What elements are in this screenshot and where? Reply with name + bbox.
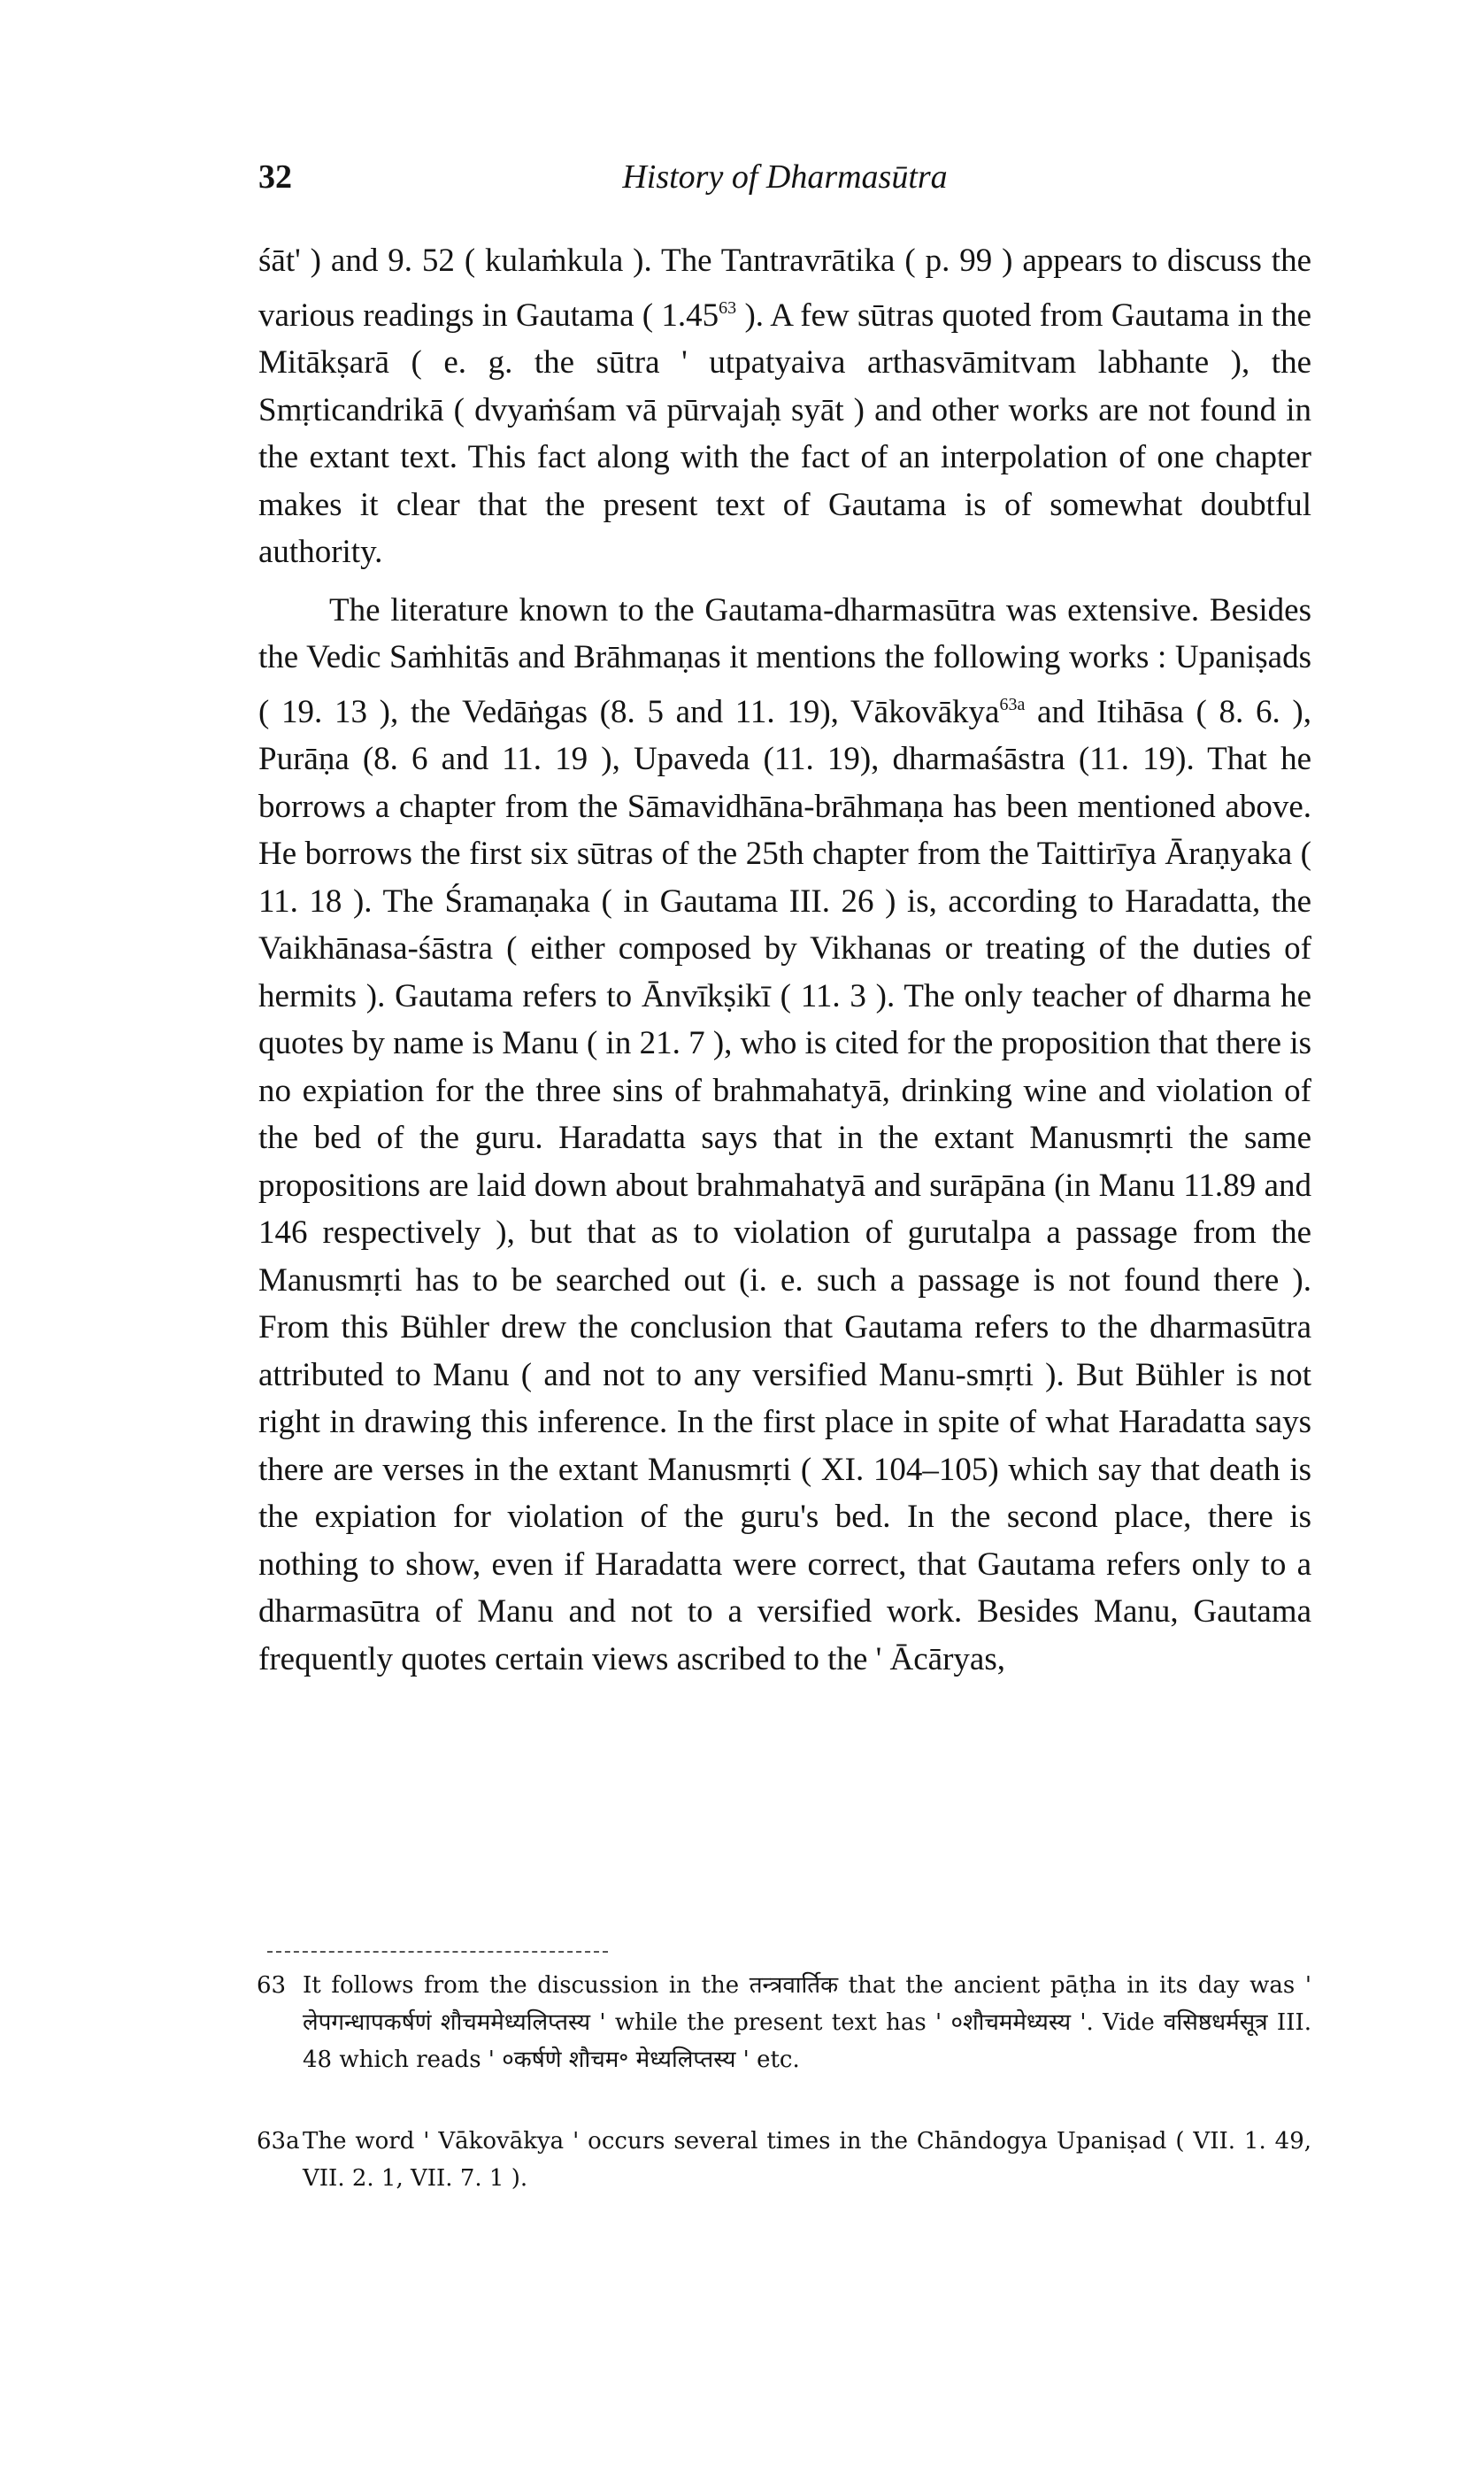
- footnote-ref-63: 63: [719, 297, 737, 318]
- page-number: 32: [258, 158, 292, 196]
- footnote-63: [257, 1967, 1311, 2078]
- paragraph-2-text-b: and Itihāsa ( 8. 6. ), Purāṇa (8. 6 and 11. 19 ), Upaveda (11. 19), dharmaśāstra (11. 19). That he borrows a chapter from the Sāmavidhāna-brāhmaṇa has been mentioned above. He borrows the first six sūtras of the 25th chapter from the Taittirīya Āraṇyaka ( 11. 18 ). The Śramaṇaka ( in Gautama III. 26 ) is, according to Haradatta, the Vaikhānasa-śāstra ( either composed by Vikhanas or treating of the duties of hermits ). Gautama refers to Ānvīkṣikī ( 11. 3 ). The only teacher of dharma he quotes by name is Manu ( in 21. 7 ), who is cited for the proposition that there is no expiation for the three sins of brahmahatyā, drinking wine and violation of the bed of the guru. Haradatta says that in the extant Manusmṛti the same propositions are laid down about brahmahatyā and surāpāna (in Manu 11.89 and 146 respectively ), but that as to violation of gurutalpa a passage from the Manusmṛti has to be searched out (i. e. such a passage is not found there ). From this Bühler drew the conclusion that Gautama refers to the dharmasūtra attributed to Manu ( and not to any versified Manu-smṛti ). But Bühler is not right in drawing this inference. In the first place in spite of what Haradatta says there are verses in the extant Manusmṛti ( XI. 104–105) which say that death is the expiation for violation of the guru's bed. In the second place, there is nothing to show, even if Haradatta were correct, that Gautama refers only to a dharmasūtra of Manu and not to a versified work. Besides Manu, Gautama frequently quotes certain views ascribed to the ' Ācāryas,: [258, 693, 1311, 1677]
- paragraph-2-text-a: The literature known to the Gautama-dharmasūtra was extensive. Besides the Vedic Saṁhitās and Brāhmaṇas it mentions the following works : Upaniṣads ( 19. 13 ), the Vedāṅgas (8. 5 and 11. 19), Vākovākya: [258, 591, 1311, 730]
- body-text: [258, 237, 1311, 1683]
- footnote-63a: [257, 2123, 1311, 2197]
- footnote-label: 63: [257, 1972, 287, 1999]
- running-title: History of Dharmasūtra: [622, 158, 948, 196]
- paragraph-2: [258, 587, 1311, 1684]
- paragraph-1: [258, 237, 1311, 576]
- footnote-text: It follows from the discussion in the तन्त्रवार्तिक that the ancient pāṭha in its day was ' लेपगन्धापकर्षणं शौचममेध्यलिप्तस्य ' while the present text has ' ०शौचममेध्यस्य '. Vide वसिष्ठधर्मसूत्र III. 48 which reads ' ०कर्षणे शौचम॰ मेध्यलिप्तस्य ' etc.: [303, 1972, 1311, 2073]
- paragraph-1-text-b: ). A few sūtras quoted from Gautama in the Mitākṣarā ( e. g. the sūtra ' utpatyaiva arthasvāmitvam labhante ), the Smṛticandrikā ( dvyaṁśam vā pūrvajaḥ syāt ) and other works are not found in the extant text. This fact along with the fact of an interpolation of one chapter makes it clear that the present text of Gautama is of somewhat doubtful authority.: [258, 297, 1311, 570]
- footnote-separator: [267, 1951, 608, 1953]
- footnote-ref-63a: 63a: [999, 694, 1026, 714]
- footnote-label: 63a: [257, 2128, 300, 2155]
- page-header: [258, 158, 1311, 211]
- footnote-text: The word ' Vākovākya ' occurs several times in the Chāndogya Upaniṣad ( VII. 1. 49, VII. 2. 1, VII. 7. 1 ).: [303, 2128, 1311, 2192]
- paragraph-1-text-a: śāt' ) and 9. 52 ( kulaṁkula ). The Tantravrātika ( p. 99 ) appears to discuss the various readings in Gautama ( 1.45: [258, 243, 1311, 334]
